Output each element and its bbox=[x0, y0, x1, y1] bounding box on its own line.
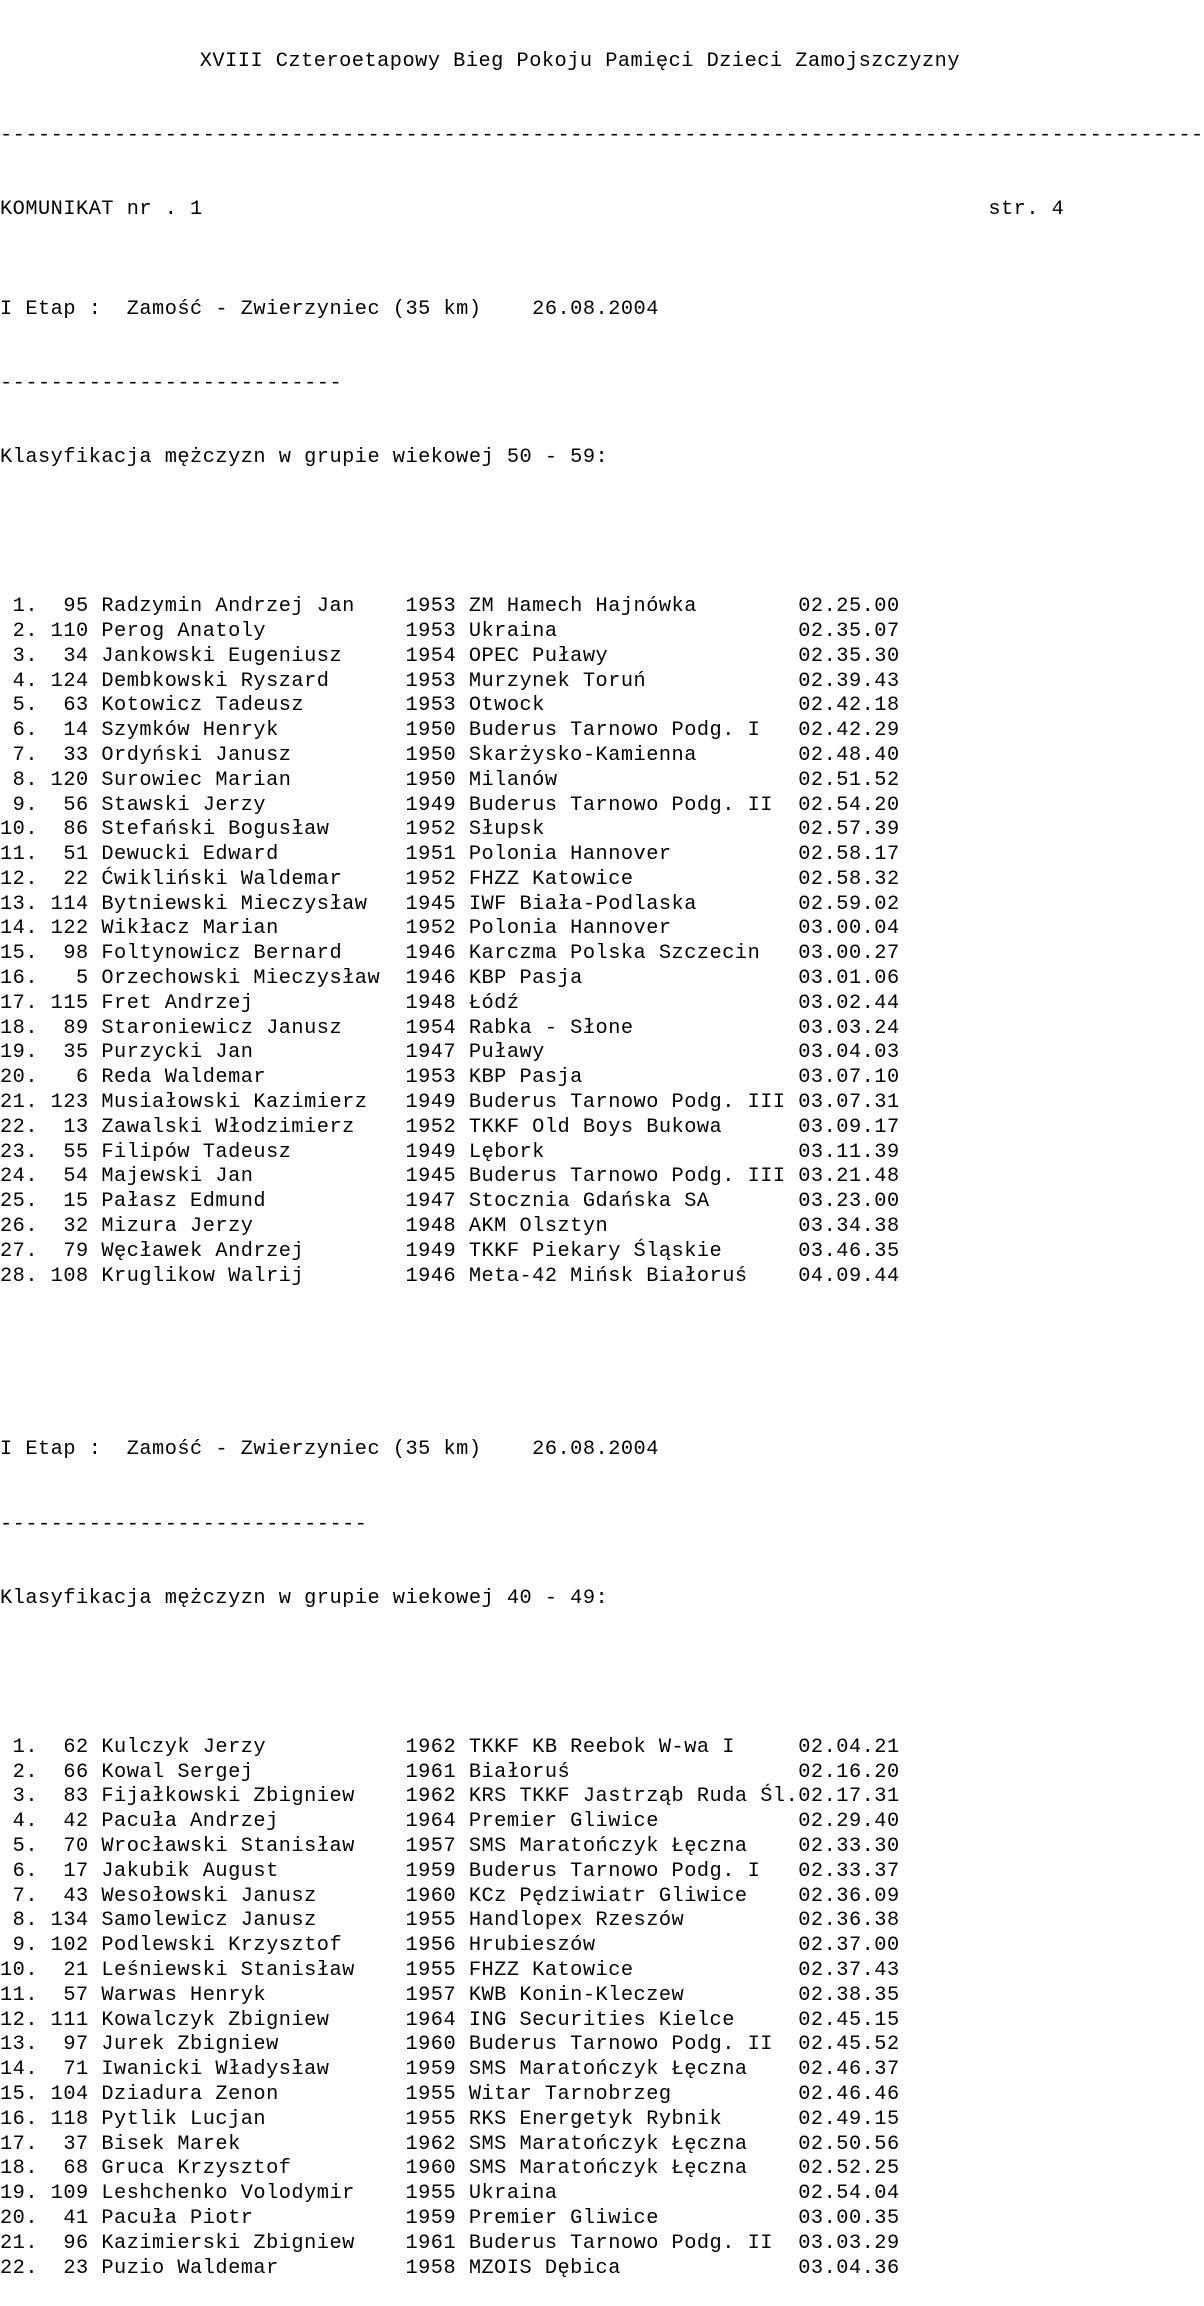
result-row: 6. 17 Jakubik August 1959 Buderus Tarnowo Podg. I 02.33.37 bbox=[0, 1859, 900, 1883]
result-row: 2. 110 Perog Anatoly 1953 Ukraina 02.35.07 bbox=[0, 619, 900, 643]
result-row: 22. 13 Zawalski Włodzimierz 1952 TKKF Old Boys Bukowa 03.09.17 bbox=[0, 1115, 900, 1139]
result-row: 10. 21 Leśniewski Stanisław 1955 FHZZ Katowice 02.37.43 bbox=[0, 1958, 900, 1982]
result-row: 4. 124 Dembkowski Ryszard 1953 Murzynek Toruń 02.39.43 bbox=[0, 669, 900, 693]
komunikat-line: KOMUNIKAT nr . 1 str. 4 bbox=[0, 198, 1065, 222]
result-row: 12. 22 Ćwikliński Waldemar 1952 FHZZ Katowice 02.58.32 bbox=[0, 867, 900, 891]
result-row: 10. 86 Stefański Bogusław 1952 Słupsk 02.57.39 bbox=[0, 818, 900, 842]
result-row: 14. 122 Wikłacz Marian 1952 Polonia Hannover 03.00.04 bbox=[0, 917, 900, 941]
result-row: 12. 111 Kowalczyk Zbigniew 1964 ING Securities Kielce 02.45.15 bbox=[0, 2008, 900, 2032]
result-row: 20. 41 Pacuła Piotr 1959 Premier Gliwice 03.00.35 bbox=[0, 2206, 900, 2230]
stage-rule: --------------------------- bbox=[0, 371, 343, 395]
result-row: 14. 71 Iwanicki Władysław 1959 SMS Maratończyk Łęczna 02.46.37 bbox=[0, 2058, 900, 2082]
result-row: 11. 51 Dewucki Edward 1951 Polonia Hannover 02.58.17 bbox=[0, 843, 900, 867]
result-row: 27. 79 Węcławek Andrzej 1949 TKKF Piekary Śląskie 03.46.35 bbox=[0, 1239, 900, 1263]
blank-line bbox=[0, 1661, 960, 1686]
classification-title: Klasyfikacja mężczyzn w grupie wiekowej 40 - 49: bbox=[0, 1587, 609, 1610]
result-row: 5. 70 Wrocławski Stanisław 1957 SMS Maratończyk Łęczna 02.33.30 bbox=[0, 1834, 900, 1858]
result-row: 7. 43 Wesołowski Janusz 1960 KCz Pędziwiatr Gliwice 02.36.09 bbox=[0, 1884, 900, 1908]
result-row: 9. 102 Podlewski Krzysztof 1956 Hrubieszów 02.37.00 bbox=[0, 1934, 900, 1958]
result-row: 21. 123 Musiałowski Kazimierz 1949 Buderus Tarnowo Podg. III 03.07.31 bbox=[0, 1091, 900, 1115]
result-row: 3. 34 Jankowski Eugeniusz 1954 OPEC Puławy 02.35.30 bbox=[0, 644, 900, 668]
result-row: 16. 5 Orzechowski Mieczysław 1946 KBP Pasja 03.01.06 bbox=[0, 967, 900, 991]
blank-line bbox=[0, 1364, 960, 1389]
result-row: 18. 89 Staroniewicz Janusz 1954 Rabka - Słone 03.03.24 bbox=[0, 1016, 900, 1040]
result-row: 7. 33 Ordyński Janusz 1950 Skarżysko-Kamienna 02.48.40 bbox=[0, 743, 900, 767]
result-row: 16. 118 Pytlik Lucjan 1955 RKS Energetyk Rybnik 02.49.15 bbox=[0, 2107, 900, 2131]
result-row: 28. 108 Kruglikow Walrij 1946 Meta-42 Mińsk Białoruś 04.09.44 bbox=[0, 1264, 900, 1288]
result-row: 21. 96 Kazimierski Zbigniew 1961 Buderus Tarnowo Podg. II 03.03.29 bbox=[0, 2231, 900, 2255]
result-row: 9. 56 Stawski Jerzy 1949 Buderus Tarnowo Podg. II 02.54.20 bbox=[0, 793, 900, 817]
blank-line bbox=[0, 521, 960, 546]
stage-line: I Etap : Zamość - Zwierzyniec (35 km) 26.08.2004 bbox=[0, 297, 659, 321]
result-row: 22. 23 Puzio Waldemar 1958 MZOIS Dębica 03.04.36 bbox=[0, 2256, 900, 2280]
result-row: 20. 6 Reda Waldemar 1953 KBP Pasja 03.07.10 bbox=[0, 1066, 900, 1090]
result-row: 23. 55 Filipów Tadeusz 1949 Lębork 03.11.39 bbox=[0, 1140, 900, 1164]
header-rule: ----------------------------------------------------------------------------------------------- bbox=[0, 123, 1204, 147]
result-row: 18. 68 Gruca Krzysztof 1960 SMS Maratończyk Łęczna 02.52.25 bbox=[0, 2157, 900, 2181]
results-list-50-59 bbox=[0, 595, 960, 1289]
result-row: 11. 57 Warwas Henryk 1957 KWB Konin-Kleczew 02.38.35 bbox=[0, 1983, 900, 2007]
result-row: 19. 35 Purzycki Jan 1947 Puławy 03.04.03 bbox=[0, 1041, 900, 1065]
result-row: 13. 114 Bytniewski Mieczysław 1945 IWF Biała-Podlaska 02.59.02 bbox=[0, 892, 900, 916]
stage-rule: ----------------------------- bbox=[0, 1512, 368, 1536]
result-row: 24. 54 Majewski Jan 1945 Buderus Tarnowo Podg. III 03.21.48 bbox=[0, 1165, 900, 1189]
classification-title: Klasyfikacja mężczyzn w grupie wiekowej 50 - 59: bbox=[0, 446, 609, 470]
result-row: 26. 32 Mizura Jerzy 1948 AKM Olsztyn 03.34.38 bbox=[0, 1215, 900, 1239]
result-row: 8. 134 Samolewicz Janusz 1955 Handlopex Rzeszów 02.36.38 bbox=[0, 1909, 900, 1933]
result-row: 1. 62 Kulczyk Jerzy 1962 TKKF KB Reebok W-wa I 02.04.21 bbox=[0, 1735, 900, 1759]
result-row: 17. 115 Fret Andrzej 1948 Łódź 03.02.44 bbox=[0, 991, 900, 1015]
result-row: 19. 109 Leshchenko Volodymir 1955 Ukraina 02.54.04 bbox=[0, 2182, 900, 2206]
result-row: 2. 66 Kowal Sergej 1961 Białoruś 02.16.20 bbox=[0, 1760, 900, 1784]
result-row: 15. 104 Dziadura Zenon 1955 Witar Tarnobrzeg 02.46.46 bbox=[0, 2082, 900, 2106]
result-row: 13. 97 Jurek Zbigniew 1960 Buderus Tarnowo Podg. II 02.45.52 bbox=[0, 2033, 900, 2057]
result-row: 5. 63 Kotowicz Tadeusz 1953 Otwock 02.42.18 bbox=[0, 694, 900, 718]
result-row: 25. 15 Pałasz Edmund 1947 Stocznia Gdańska SA 03.23.00 bbox=[0, 1190, 900, 1214]
result-row: 17. 37 Bisek Marek 1962 SMS Maratończyk Łęczna 02.50.56 bbox=[0, 2132, 900, 2156]
document-title: XVIII Czteroetapowy Bieg Pokoju Pamięci Dzieci Zamojszczyzny bbox=[199, 49, 960, 73]
result-row: 4. 42 Pacuła Andrzej 1964 Premier Gliwice 02.29.40 bbox=[0, 1810, 900, 1834]
result-row: 3. 83 Fijałkowski Zbigniew 1962 KRS TKKF Jastrząb Ruda Śl.02.17.31 bbox=[0, 1785, 900, 1809]
stage-line: I Etap : Zamość - Zwierzyniec (35 km) 26.08.2004 bbox=[0, 1438, 659, 1462]
result-row: 8. 120 Surowiec Marian 1950 Milanów 02.51.52 bbox=[0, 768, 900, 792]
result-row: 6. 14 Szymków Henryk 1950 Buderus Tarnowo Podg. I 02.42.29 bbox=[0, 719, 900, 743]
result-row: 1. 95 Radzymin Andrzej Jan 1953 ZM Hamech Hajnówka 02.25.00 bbox=[0, 595, 900, 619]
result-row: 15. 98 Foltynowicz Bernard 1946 Karczma Polska Szczecin 03.00.27 bbox=[0, 942, 900, 966]
results-list-40-49 bbox=[0, 1736, 960, 2282]
